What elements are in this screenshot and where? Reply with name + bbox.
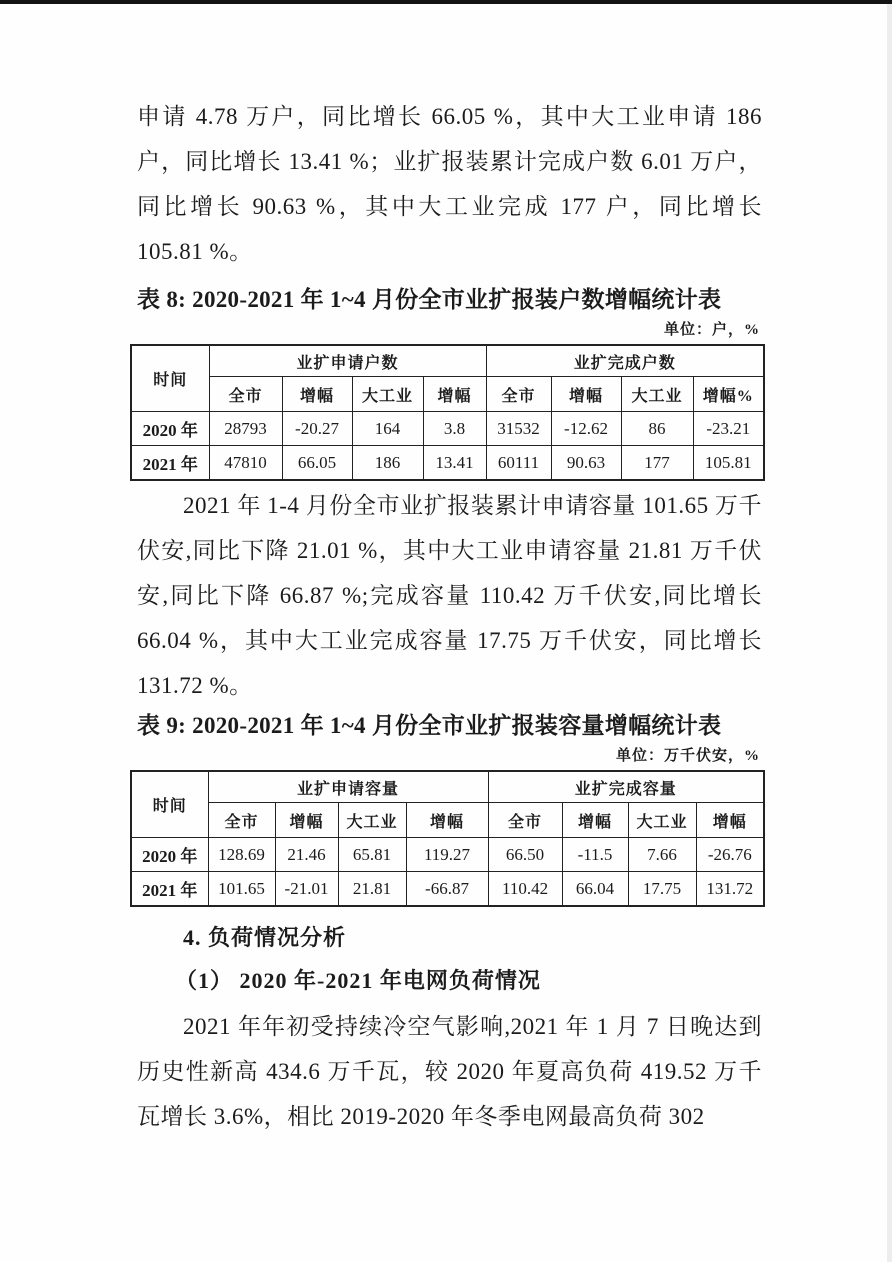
- table9-cell: 66.50: [488, 838, 562, 872]
- table9-cell: 66.04: [562, 872, 628, 907]
- paragraph-capacity: 2021 年 1-4 月份全市业扩报装累计申请容量 101.65 万千伏安,同比下降 21.01 %，其中大工业申请容量 21.81 万千伏安,同比下降 66.87 %;完成容量 110.42 万千伏安,同比增长 66.04 %，其中大工业完成容量 17.75 万千伏安，同比增长 131.72 %。: [137, 493, 762, 698]
- table8-cell: 86: [621, 412, 693, 446]
- table8-cell: 3.8: [423, 412, 486, 446]
- table9-cell: 110.42: [488, 872, 562, 907]
- table8-group-complete: 业扩完成户数: [486, 345, 764, 377]
- table8-subheader: 增幅%: [693, 377, 764, 412]
- table9-cell: 128.69: [208, 838, 275, 872]
- table8-cell: -20.27: [282, 412, 352, 446]
- table9-cell: 101.65: [208, 872, 275, 907]
- table8-subheader: 全市: [486, 377, 551, 412]
- table8-group-apply: 业扩申请户数: [209, 345, 486, 377]
- paragraph-load: 2021 年年初受持续冷空气影响,2021 年 1 月 7 日晚达到历史性新高 434.6 万千瓦，较 2020 年夏高负荷 419.52 万千瓦增长 3.6%，相比 2019-2020 年冬季电网最高负荷 302: [137, 1014, 762, 1129]
- table9-cell: 119.27: [406, 838, 488, 872]
- table9-cell: -11.5: [562, 838, 628, 872]
- table8-subheader: 大工业: [621, 377, 693, 412]
- table9-cell: 65.81: [338, 838, 406, 872]
- table9-cell: 7.66: [628, 838, 696, 872]
- table8-cell: -12.62: [551, 412, 621, 446]
- table8-subheader: 增幅: [423, 377, 486, 412]
- table9-cell: -66.87: [406, 872, 488, 907]
- table9-subheader: 增幅: [696, 803, 764, 838]
- table-row: [131, 412, 764, 446]
- table8: [130, 344, 765, 481]
- table9-group-complete: 业扩完成容量: [488, 771, 764, 803]
- table9-subheader: 大工业: [628, 803, 696, 838]
- page-right-edge: [887, 4, 892, 1262]
- table-row: [131, 838, 764, 872]
- table8-cell: 31532: [486, 412, 551, 446]
- table9-row-year: 2020 年: [131, 838, 208, 872]
- table8-unit-note: 单位：户，%: [663, 322, 760, 338]
- table8-subheader: 全市: [209, 377, 282, 412]
- table9-row-year: 2021 年: [131, 872, 208, 907]
- table8-cell: 13.41: [423, 446, 486, 481]
- table8-title: 表 8: 2020-2021 年 1~4 月份全市业扩报装户数增幅统计表: [137, 287, 722, 312]
- table9-cell: 17.75: [628, 872, 696, 907]
- table9-subheader: 增幅: [406, 803, 488, 838]
- table8-cell: 60111: [486, 446, 551, 481]
- table8-cell: -23.21: [693, 412, 764, 446]
- subsection-heading-grid-load: （1） 2020 年-2021 年电网负荷情况: [175, 968, 541, 993]
- table8-cell: 90.63: [551, 446, 621, 481]
- table8-header-time: 时间: [131, 345, 209, 412]
- table-row: [131, 872, 764, 907]
- table9-title: 表 9: 2020-2021 年 1~4 月份全市业扩报装容量增幅统计表: [137, 713, 722, 738]
- table9-header-time: 时间: [131, 771, 208, 838]
- table9-subheader: 增幅: [275, 803, 338, 838]
- table9-subheader: 大工业: [338, 803, 406, 838]
- table8-subheader: 大工业: [352, 377, 423, 412]
- table9-unit-note: 单位：万千伏安，%: [615, 748, 760, 764]
- section-heading-load-analysis: 4. 负荷情况分析: [183, 925, 347, 950]
- table8-cell: 105.81: [693, 446, 764, 481]
- table8-subheader: 增幅: [282, 377, 352, 412]
- table9: [130, 770, 765, 907]
- table9-subheader: 全市: [488, 803, 562, 838]
- table8-cell: 186: [352, 446, 423, 481]
- table9-group-apply: 业扩申请容量: [208, 771, 488, 803]
- table8-row-year: 2021 年: [131, 446, 209, 481]
- table8-subheader: 增幅: [551, 377, 621, 412]
- table9-subheader: 增幅: [562, 803, 628, 838]
- paragraph-households: 申请 4.78 万户，同比增长 66.05 %，其中大工业申请 186 户，同比增长 13.41 %；业扩报装累计完成户数 6.01 万户，同比增长 90.63 %，其中大工业完成 177 户，同比增长 105.81 %。: [137, 104, 762, 264]
- document-content: [137, 0, 762, 1139]
- table-row: [131, 446, 764, 481]
- table8-cell: 47810: [209, 446, 282, 481]
- table9-cell: 131.72: [696, 872, 764, 907]
- table9-cell: 21.46: [275, 838, 338, 872]
- table9-cell: 21.81: [338, 872, 406, 907]
- table8-row-year: 2020 年: [131, 412, 209, 446]
- table8-cell: 28793: [209, 412, 282, 446]
- table9-subheader: 全市: [208, 803, 275, 838]
- table9-cell: -21.01: [275, 872, 338, 907]
- table8-cell: 164: [352, 412, 423, 446]
- table9-cell: -26.76: [696, 838, 764, 872]
- table8-cell: 66.05: [282, 446, 352, 481]
- table8-cell: 177: [621, 446, 693, 481]
